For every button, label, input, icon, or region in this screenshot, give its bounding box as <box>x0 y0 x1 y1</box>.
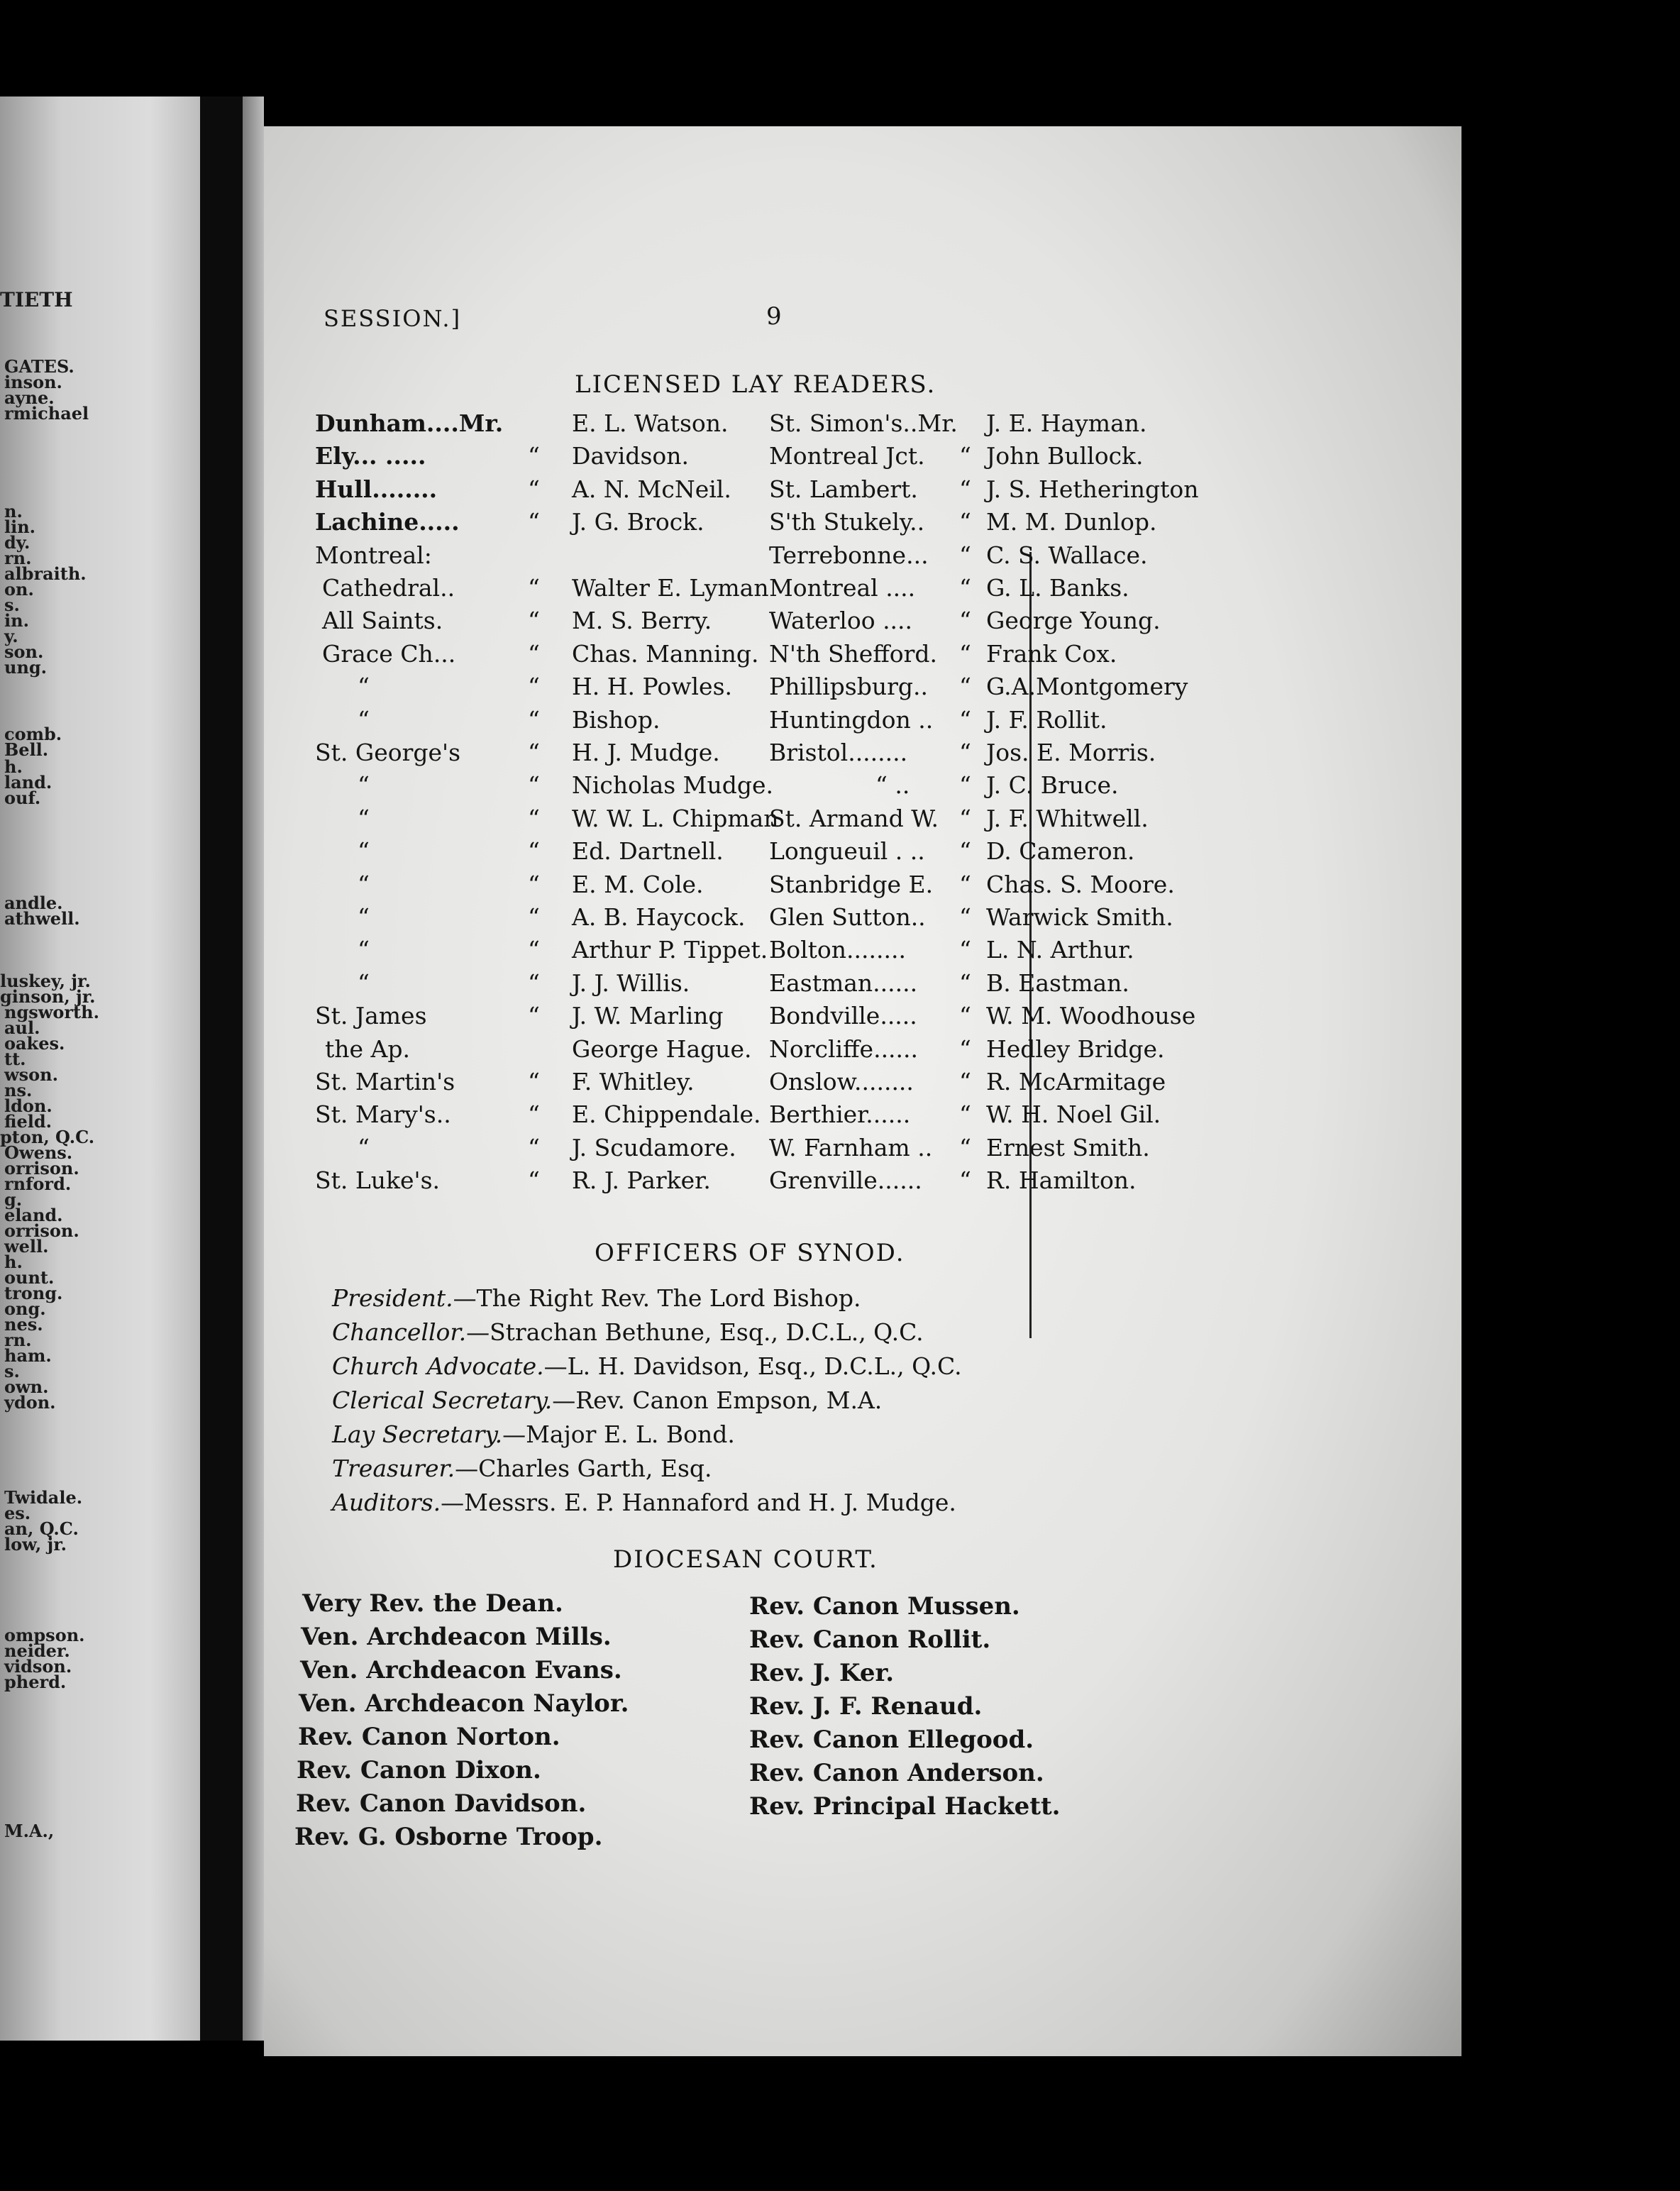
reader-name: J. S. Hetherington <box>986 475 1199 503</box>
ditto-mark: “ <box>959 1034 971 1063</box>
ditto-mark: “ <box>959 639 971 668</box>
reader-name: H. J. Mudge. <box>572 739 720 766</box>
officer-name: —The Right Rev. The Lord Bishop. <box>453 1284 861 1312</box>
ditto-mark: “ <box>528 574 540 602</box>
left-page-text: TIETH <box>0 288 73 311</box>
court-member: Rev. Canon Norton. <box>298 1723 560 1751</box>
ditto-mark: “ <box>959 1166 971 1195</box>
ditto-mark: “ <box>959 442 971 470</box>
officer-name: —Rev. Canon Empson, M.A. <box>552 1386 883 1414</box>
lay-reader-row <box>769 1132 1284 1164</box>
reader-parish: “ <box>358 968 370 997</box>
reader-name: R. J. Parker. <box>572 1166 711 1195</box>
reader-name: Nicholas Mudge. <box>572 771 773 800</box>
lay-reader-row <box>769 1098 1284 1131</box>
ditto-mark: “ <box>959 1068 971 1096</box>
left-page-text: y. <box>4 626 18 646</box>
left-page-text: GATES. <box>4 356 74 377</box>
reader-parish: Waterloo .... <box>769 607 913 635</box>
reader-name: M. M. Dunlop. <box>986 508 1157 536</box>
reader-name: John Bullock. <box>986 442 1144 470</box>
reader-parish: Montreal: <box>315 541 432 569</box>
lay-reader-row <box>769 736 1284 769</box>
officer-role: Chancellor. <box>332 1318 467 1346</box>
left-page-text: rnford. <box>4 1174 72 1194</box>
reader-parish: Berthier...... <box>769 1100 911 1129</box>
reader-parish: Onslow........ <box>769 1068 914 1096</box>
reader-parish: Bondville..... <box>769 1002 917 1030</box>
ditto-mark: “ <box>959 673 971 701</box>
book-spine <box>200 96 243 2041</box>
reader-parish: St. Simon's..Mr. <box>769 409 958 437</box>
reader-name: J. Scudamore. <box>572 1133 736 1161</box>
reader-name: A. N. McNeil. <box>572 475 731 503</box>
officers-heading: OFFICERS OF SYNOD. <box>595 1239 905 1267</box>
ditto-mark: “ <box>528 870 540 898</box>
court-heading: DIOCESAN COURT. <box>613 1545 878 1574</box>
ditto-mark: “ <box>959 771 971 800</box>
reader-name: J. F. Whitwell. <box>986 804 1149 832</box>
reader-parish: Montreal Jct. <box>769 442 925 470</box>
officer-line <box>332 1352 962 1380</box>
reader-name: C. S. Wallace. <box>986 541 1148 569</box>
reader-parish: Cathedral.. <box>322 574 455 602</box>
left-page-text: eland. <box>4 1205 63 1225</box>
reader-parish: “ <box>358 837 370 866</box>
reader-name: Hedley Bridge. <box>986 1034 1165 1063</box>
reader-parish: S'th Stukely.. <box>769 508 925 536</box>
reader-name: W. H. Noel Gil. <box>986 1100 1161 1129</box>
reader-parish: Stanbridge E. <box>769 870 934 898</box>
court-member: Rev. J. Ker. <box>749 1659 895 1687</box>
ditto-mark: “ <box>528 903 540 931</box>
officer-line <box>332 1386 882 1414</box>
reader-name: Davidson. <box>572 442 689 470</box>
left-page-text: ldon. <box>4 1096 52 1116</box>
lay-reader-row <box>769 572 1284 605</box>
left-page-text: h. <box>4 756 23 777</box>
reader-parish: St. James <box>315 1002 427 1030</box>
ditto-mark: “ <box>959 804 971 832</box>
reader-name: G. L. Banks. <box>986 574 1129 602</box>
left-page-text: well. <box>4 1236 49 1257</box>
ditto-mark: “ <box>959 936 971 964</box>
ditto-mark: “ <box>959 574 971 602</box>
reader-name: Ernest Smith. <box>986 1133 1150 1161</box>
left-page-text: Bell. <box>4 739 49 760</box>
reader-name: W. M. Woodhouse <box>986 1002 1196 1030</box>
lay-reader-row <box>769 835 1284 868</box>
officer-name: —Major E. L. Bond. <box>502 1420 735 1448</box>
left-page-text: h. <box>4 1252 23 1272</box>
page-gutter <box>243 96 264 2041</box>
reader-parish: Eastman...... <box>769 968 918 997</box>
ditto-mark: “ <box>959 870 971 898</box>
left-page-text: pherd. <box>4 1672 67 1692</box>
reader-name: J. W. Marling <box>572 1002 724 1030</box>
ditto-mark: “ <box>959 607 971 635</box>
lay-reader-row <box>769 407 1284 440</box>
reader-parish: Norcliffe...... <box>769 1034 919 1063</box>
left-page-text: ong. <box>4 1298 46 1319</box>
reader-name: R. Hamilton. <box>986 1166 1137 1195</box>
ditto-mark: “ <box>528 968 540 997</box>
reader-parish: Huntingdon .. <box>769 705 934 734</box>
left-page-text: dy. <box>4 532 31 553</box>
ditto-mark: “ <box>528 607 540 635</box>
lay-reader-row <box>769 539 1284 572</box>
left-page-text: oakes. <box>4 1033 65 1054</box>
court-member: Ven. Archdeacon Evans. <box>300 1656 622 1684</box>
left-page-text: son. <box>4 641 44 662</box>
document-page <box>264 126 1461 2056</box>
reader-parish: Lachine..... <box>315 508 460 536</box>
officer-name: —Messrs. E. P. Hannaford and H. J. Mudge. <box>441 1489 956 1516</box>
left-page-text: albraith. <box>4 563 87 584</box>
court-member: Rev. G. Osborne Troop. <box>294 1823 603 1851</box>
reader-name: George Hague. <box>572 1034 752 1063</box>
left-page-text: luskey, jr. <box>0 971 91 991</box>
left-page-text: an, Q.C. <box>4 1518 79 1539</box>
ditto-mark: “ <box>528 1002 540 1030</box>
officer-line <box>332 1318 924 1346</box>
reader-name: M. S. Berry. <box>572 607 712 635</box>
court-member: Rev. Principal Hackett. <box>749 1792 1061 1821</box>
reader-name: H. H. Powles. <box>572 673 733 701</box>
left-page-text: athwell. <box>4 908 80 929</box>
ditto-mark: “ <box>528 475 540 503</box>
reader-name: B. Eastman. <box>986 968 1129 997</box>
reader-parish: Bolton........ <box>769 936 906 964</box>
reader-parish: Ely... ..... <box>315 442 426 470</box>
left-page-text: es. <box>4 1503 31 1523</box>
left-page-text: pton, Q.C. <box>0 1127 95 1147</box>
left-page-text: wson. <box>4 1064 58 1085</box>
left-page-text: nes. <box>4 1314 43 1335</box>
reader-parish: Montreal .... <box>769 574 916 602</box>
court-member: Rev. Canon Davidson. <box>296 1789 587 1818</box>
reader-parish: “ <box>358 771 370 800</box>
officer-role: Treasurer. <box>332 1455 455 1482</box>
ditto-mark: “ <box>528 771 540 800</box>
reader-name: Chas. S. Moore. <box>986 870 1175 898</box>
reader-name: J. E. Hayman. <box>986 409 1147 437</box>
left-page-text: tt. <box>4 1049 26 1069</box>
officer-line <box>332 1420 735 1448</box>
reader-name: D. Cameron. <box>986 837 1135 866</box>
left-page-text: ns. <box>4 1080 33 1100</box>
reader-parish: “ <box>358 870 370 898</box>
reader-name: Chas. Manning. <box>572 639 759 668</box>
reader-parish: St. Martin's <box>315 1068 455 1096</box>
reader-parish: “ .. <box>875 771 910 800</box>
page-number: 9 <box>766 302 783 331</box>
reader-name: Bishop. <box>572 705 661 734</box>
reader-name: Frank Cox. <box>986 639 1117 668</box>
left-page-text: n. <box>4 501 23 521</box>
officer-name: —L. H. Davidson, Esq., D.C.L., Q.C. <box>543 1352 962 1380</box>
reader-parish: “ <box>358 673 370 701</box>
left-page-text: ngsworth. <box>4 1002 99 1022</box>
ditto-mark: “ <box>959 739 971 766</box>
left-page-text: in. <box>4 610 29 631</box>
left-page-text: rmichael <box>4 403 89 424</box>
reader-name: F. Whitley. <box>572 1068 695 1096</box>
reader-name: E. L. Watson. <box>572 409 729 437</box>
left-page-text: vidson. <box>4 1656 72 1677</box>
lay-reader-row <box>769 670 1284 703</box>
ditto-mark: “ <box>528 804 540 832</box>
ditto-mark: “ <box>959 1002 971 1030</box>
officer-name: —Strachan Bethune, Esq., D.C.L., Q.C. <box>466 1318 924 1346</box>
reader-name: L. N. Arthur. <box>986 936 1134 964</box>
court-member: Rev. J. F. Renaud. <box>749 1692 983 1721</box>
reader-name: George Young. <box>986 607 1161 635</box>
reader-name: E. M. Cole. <box>572 870 704 898</box>
reader-parish: Dunham....Mr. <box>315 409 504 437</box>
reader-parish: “ <box>358 903 370 931</box>
left-page-text: ayne. <box>4 387 55 408</box>
ditto-mark: “ <box>528 936 540 964</box>
lay-reader-row <box>769 901 1284 934</box>
lay-reader-row <box>769 769 1284 802</box>
left-page-text: low, jr. <box>4 1534 67 1555</box>
reader-parish: Grace Ch... <box>322 639 456 668</box>
left-page-text: Twidale. <box>4 1487 83 1508</box>
lay-reader-row <box>769 704 1284 736</box>
ditto-mark: “ <box>528 508 540 536</box>
lay-reader-row <box>769 1033 1284 1066</box>
reader-parish: St. Lambert. <box>769 475 918 503</box>
ditto-mark: “ <box>959 1100 971 1129</box>
reader-name: G.A.Montgomery <box>986 673 1188 701</box>
lay-reader-row <box>769 506 1284 539</box>
reader-parish: “ <box>358 804 370 832</box>
officer-role: President. <box>332 1284 453 1312</box>
running-header: SESSION.] <box>324 305 462 332</box>
left-page-text: g. <box>4 1189 23 1210</box>
reader-parish: Phillipsburg.. <box>769 673 928 701</box>
reader-name: Ed. Dartnell. <box>572 837 724 866</box>
left-page-text: rn. <box>4 1330 32 1350</box>
left-page-text: comb. <box>4 724 62 744</box>
left-page-text: trong. <box>4 1283 63 1303</box>
reader-name: Warwick Smith. <box>986 903 1173 931</box>
left-page-text: neider. <box>4 1640 70 1661</box>
left-page-text: lin. <box>4 517 36 537</box>
reader-name: J. G. Brock. <box>572 508 704 536</box>
officer-role: Church Advocate. <box>332 1352 544 1380</box>
reader-parish: Longueuil . .. <box>769 837 925 866</box>
left-page-text: andle. <box>4 893 63 913</box>
ditto-mark: “ <box>528 837 540 866</box>
reader-name: R. McArmitage <box>986 1068 1166 1096</box>
lay-reader-row <box>769 1066 1284 1098</box>
reader-parish: the Ap. <box>325 1034 410 1063</box>
reader-parish: St. Mary's.. <box>315 1100 451 1129</box>
court-member: Rev. Canon Dixon. <box>297 1756 541 1784</box>
left-page-text: ouf. <box>4 788 41 808</box>
reader-parish: Terrebonne... <box>769 541 929 569</box>
left-page-text: on. <box>4 579 34 600</box>
reader-name: Walter E. Lyman <box>572 574 769 602</box>
court-member: Rev. Canon Ellegood. <box>749 1726 1034 1754</box>
left-page-text: own. <box>4 1376 49 1397</box>
ditto-mark: “ <box>528 1166 540 1195</box>
ditto-mark: “ <box>959 903 971 931</box>
officer-name: —Charles Garth, Esq. <box>455 1455 712 1482</box>
lay-reader-row <box>769 1000 1284 1032</box>
lay-reader-row <box>769 967 1284 1000</box>
reader-parish: Glen Sutton.. <box>769 903 926 931</box>
lay-reader-row <box>769 1164 1284 1197</box>
court-member: Rev. Canon Mussen. <box>749 1592 1020 1621</box>
left-page-text: ydon. <box>4 1392 56 1413</box>
reader-parish: N'th Shefford. <box>769 639 938 668</box>
ditto-mark: “ <box>528 673 540 701</box>
court-member: Very Rev. the Dean. <box>302 1589 563 1618</box>
left-page-text: aul. <box>4 1017 40 1038</box>
reader-parish: St. George's <box>315 739 461 766</box>
ditto-mark: “ <box>528 1068 540 1096</box>
officer-role: Lay Secretary. <box>332 1420 503 1448</box>
left-page-text: rn. <box>4 548 32 568</box>
reader-parish: “ <box>358 705 370 734</box>
reader-parish: St. Armand W. <box>769 804 939 832</box>
lay-reader-row <box>769 934 1284 966</box>
lay-readers-heading: LICENSED LAY READERS. <box>575 370 936 399</box>
ditto-mark: “ <box>528 739 540 766</box>
lay-reader-row <box>769 440 1284 473</box>
left-page-text: orrison. <box>4 1158 79 1179</box>
reader-name: W. W. L. Chipman <box>572 804 779 832</box>
ditto-mark: “ <box>528 705 540 734</box>
left-page-text: s. <box>4 595 20 615</box>
left-page-fragment <box>0 96 200 2041</box>
lay-reader-row <box>769 868 1284 901</box>
lay-reader-row <box>769 802 1284 835</box>
lay-reader-row <box>769 473 1284 506</box>
ditto-mark: “ <box>528 1100 540 1129</box>
lay-reader-row <box>769 605 1284 637</box>
reader-parish: “ <box>358 936 370 964</box>
officer-line <box>332 1489 956 1516</box>
left-page-text: ount. <box>4 1267 55 1288</box>
reader-parish: St. Luke's. <box>315 1166 441 1195</box>
reader-parish: Bristol........ <box>769 739 908 766</box>
officer-line <box>332 1455 712 1482</box>
left-page-text: ginson, jr. <box>0 986 96 1007</box>
officer-line <box>332 1284 861 1312</box>
reader-name: J. J. Willis. <box>572 968 690 997</box>
left-page-text: field. <box>4 1111 52 1132</box>
left-page-text: inson. <box>4 372 62 392</box>
ditto-mark: “ <box>959 1133 971 1161</box>
ditto-mark: “ <box>959 475 971 503</box>
reader-name: A. B. Haycock. <box>572 903 746 931</box>
court-member: Ven. Archdeacon Naylor. <box>299 1689 629 1718</box>
court-member: Rev. Canon Anderson. <box>749 1759 1044 1787</box>
left-page-text: s. <box>4 1361 20 1381</box>
ditto-mark: “ <box>528 639 540 668</box>
ditto-mark: “ <box>528 1133 540 1161</box>
reader-parish: W. Farnham .. <box>769 1133 933 1161</box>
reader-parish: Hull........ <box>315 475 438 503</box>
ditto-mark: “ <box>959 508 971 536</box>
reader-name: J. C. Bruce. <box>986 771 1119 800</box>
reader-name: E. Chippendale. <box>572 1100 761 1129</box>
court-member: Rev. Canon Rollit. <box>749 1626 991 1654</box>
reader-name: Jos. E. Morris. <box>986 739 1156 766</box>
reader-name: Arthur P. Tippet. <box>572 936 768 964</box>
reader-parish: All Saints. <box>322 607 443 635</box>
reader-parish: Grenville...... <box>769 1166 922 1195</box>
left-page-text: M.A., <box>4 1821 55 1841</box>
ditto-mark: “ <box>528 442 540 470</box>
officer-role: Auditors. <box>332 1489 441 1516</box>
left-page-text: Owens. <box>4 1142 73 1163</box>
court-member: Ven. Archdeacon Mills. <box>301 1623 612 1651</box>
left-page-text: ham. <box>4 1345 52 1366</box>
officer-role: Clerical Secretary. <box>332 1386 553 1414</box>
reader-parish: “ <box>358 1133 370 1161</box>
ditto-mark: “ <box>959 705 971 734</box>
left-page-text: orrison. <box>4 1220 79 1241</box>
lay-reader-row <box>769 638 1284 670</box>
ditto-mark: “ <box>959 968 971 997</box>
reader-name: J. F. Rollit. <box>986 705 1107 734</box>
left-page-text: land. <box>4 772 52 793</box>
left-page-text: ung. <box>4 657 48 678</box>
ditto-mark: “ <box>959 837 971 866</box>
ditto-mark: “ <box>959 541 971 569</box>
left-page-text: ompson. <box>4 1625 85 1645</box>
